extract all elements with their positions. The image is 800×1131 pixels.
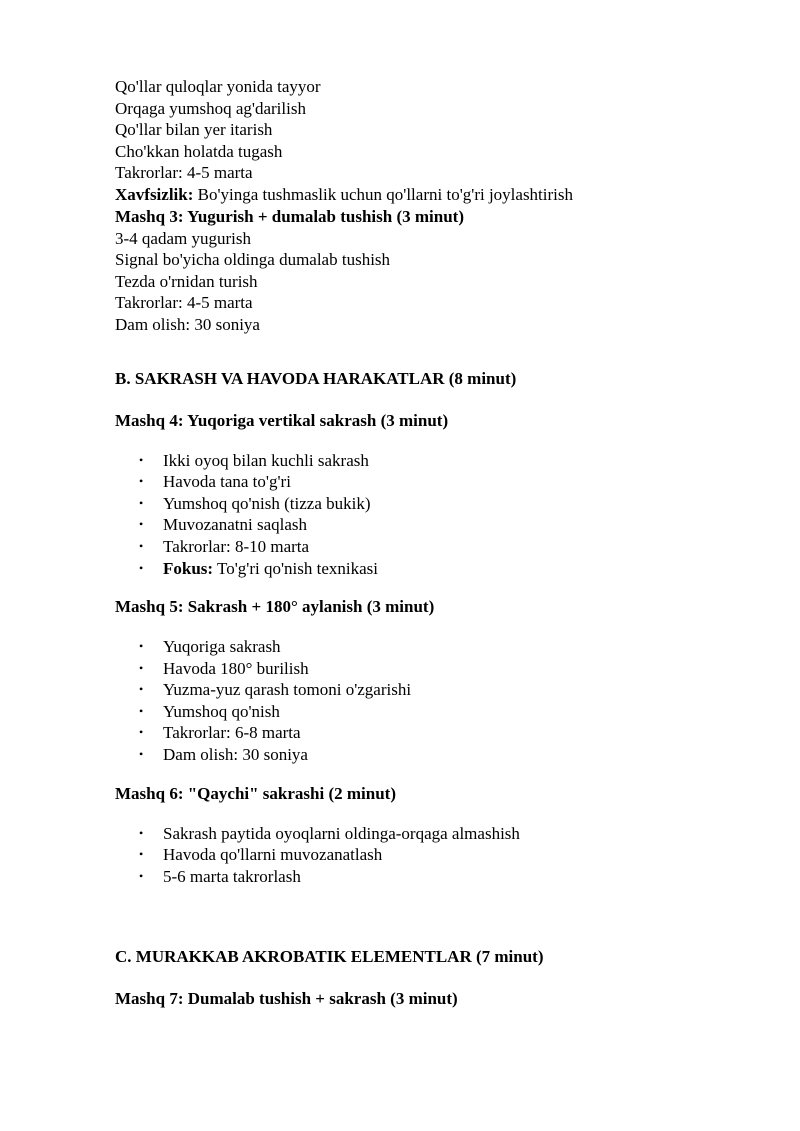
- list-item-text: Yuqoriga sakrash: [163, 637, 281, 657]
- list-item-text: Yumshoq qo'nish: [163, 701, 280, 721]
- text-line: Tezda o'rnidan turish: [115, 271, 258, 291]
- list-item-text: Takrorlar: 8-10 marta: [163, 536, 310, 556]
- exercise-6-list: [115, 823, 755, 888]
- exercise-4-list: [115, 450, 755, 580]
- list-item: [115, 636, 755, 658]
- list-item: [115, 471, 755, 493]
- text-line: Signal bo'yicha oldinga dumalab tushish: [115, 250, 391, 270]
- text-line: Qo'llar quloqlar yonida tayyor: [115, 77, 321, 96]
- bullet-icon: •: [139, 538, 144, 553]
- bullet-icon: •: [139, 452, 144, 467]
- bullet-icon: •: [139, 560, 144, 575]
- bullet-icon: •: [139, 495, 144, 510]
- exercise-5-list: [115, 636, 755, 766]
- list-item: [115, 536, 755, 558]
- list-item-text: Ikki oyoq bilan kuchli sakrash: [163, 450, 369, 470]
- text-line: Takrorlar: 4-5 marta: [115, 163, 253, 183]
- exercise-4-title: Mashq 4: Yuqoriga vertikal sakrash (3 minut): [115, 410, 449, 430]
- bullet-icon: •: [139, 660, 144, 675]
- bullet-icon: •: [139, 847, 144, 862]
- list-item: [115, 679, 755, 701]
- list-item: [115, 744, 755, 766]
- list-item-text: Yumshoq qo'nish (tizza bukik): [163, 493, 371, 513]
- bullet-icon: •: [139, 725, 144, 740]
- list-item: [115, 823, 755, 845]
- list-item-text: Havoda qo'llarni muvozanatlash: [163, 845, 383, 865]
- exercise-5-title: Mashq 5: Sakrash + 180° aylanish (3 minut): [115, 597, 435, 617]
- text-line: Dam olish: 30 soniya: [115, 314, 260, 334]
- exercise-3-title: Mashq 3: Yugurish + dumalab tushish (3 minut): [115, 206, 465, 226]
- bullet-icon: •: [139, 825, 144, 840]
- list-item-text: 5-6 marta takrorlash: [163, 866, 301, 886]
- exercise-6-title: Mashq 6: "Qaychi" sakrashi (2 minut): [115, 783, 396, 803]
- list-item: [115, 701, 755, 723]
- list-item-text: Dam olish: 30 soniya: [163, 745, 308, 765]
- bullet-icon: •: [139, 868, 144, 883]
- document-page: [115, 76, 755, 1010]
- list-item: [115, 450, 755, 472]
- bullet-icon: •: [139, 474, 144, 489]
- bullet-icon: •: [139, 747, 144, 762]
- list-item: [115, 493, 755, 515]
- list-item-text: Yuzma-yuz qarash tomoni o'zgarishi: [163, 680, 412, 700]
- list-item-text: Muvozanatni saqlash: [163, 515, 307, 535]
- list-item: [115, 866, 755, 888]
- text-line: 3-4 qadam yugurish: [115, 228, 251, 248]
- list-item-text: Sakrash paytida oyoqlarni oldinga-orqaga almashish: [163, 823, 520, 843]
- safety-label: Xavfsizlik:: [115, 184, 194, 204]
- list-item-text: Takrorlar: 6-8 marta: [163, 723, 301, 743]
- exercise-7-title: Mashq 7: Dumalab tushish + sakrash (3 minut): [115, 989, 458, 1009]
- bullet-icon: •: [139, 639, 144, 654]
- section-c-heading: C. MURAKKAB AKROBATIK ELEMENTLAR (7 minut): [115, 947, 544, 967]
- intro-block: [115, 76, 755, 206]
- bullet-icon: •: [139, 517, 144, 532]
- bullet-icon: •: [139, 703, 144, 718]
- focus-label: Fokus:: [163, 558, 214, 578]
- list-item-text: Havoda 180° burilish: [163, 658, 309, 678]
- text-line: Cho'kkan holatda tugash: [115, 141, 283, 161]
- text-line: Orqaga yumshoq ag'darilish: [115, 98, 306, 118]
- section-b-heading: B. SAKRASH VA HAVODA HARAKATLAR (8 minut): [115, 368, 517, 388]
- exercise-3: [115, 206, 755, 336]
- bullet-icon: •: [139, 682, 144, 697]
- list-item: [115, 514, 755, 536]
- safety-line: [115, 184, 755, 206]
- text-line: Qo'llar bilan yer itarish: [115, 120, 273, 140]
- list-item-text: Havoda tana to'g'ri: [163, 472, 291, 492]
- list-item: [115, 722, 755, 744]
- list-item: [115, 658, 755, 680]
- list-item: [115, 844, 755, 866]
- focus-text: To'g'ri qo'nish texnikasi: [213, 558, 379, 578]
- text-line: Takrorlar: 4-5 marta: [115, 293, 253, 313]
- safety-text: Bo'yinga tushmaslik uchun qo'llarni to'g'ri joylashtirish: [193, 184, 574, 204]
- list-item-focus: [115, 558, 755, 580]
